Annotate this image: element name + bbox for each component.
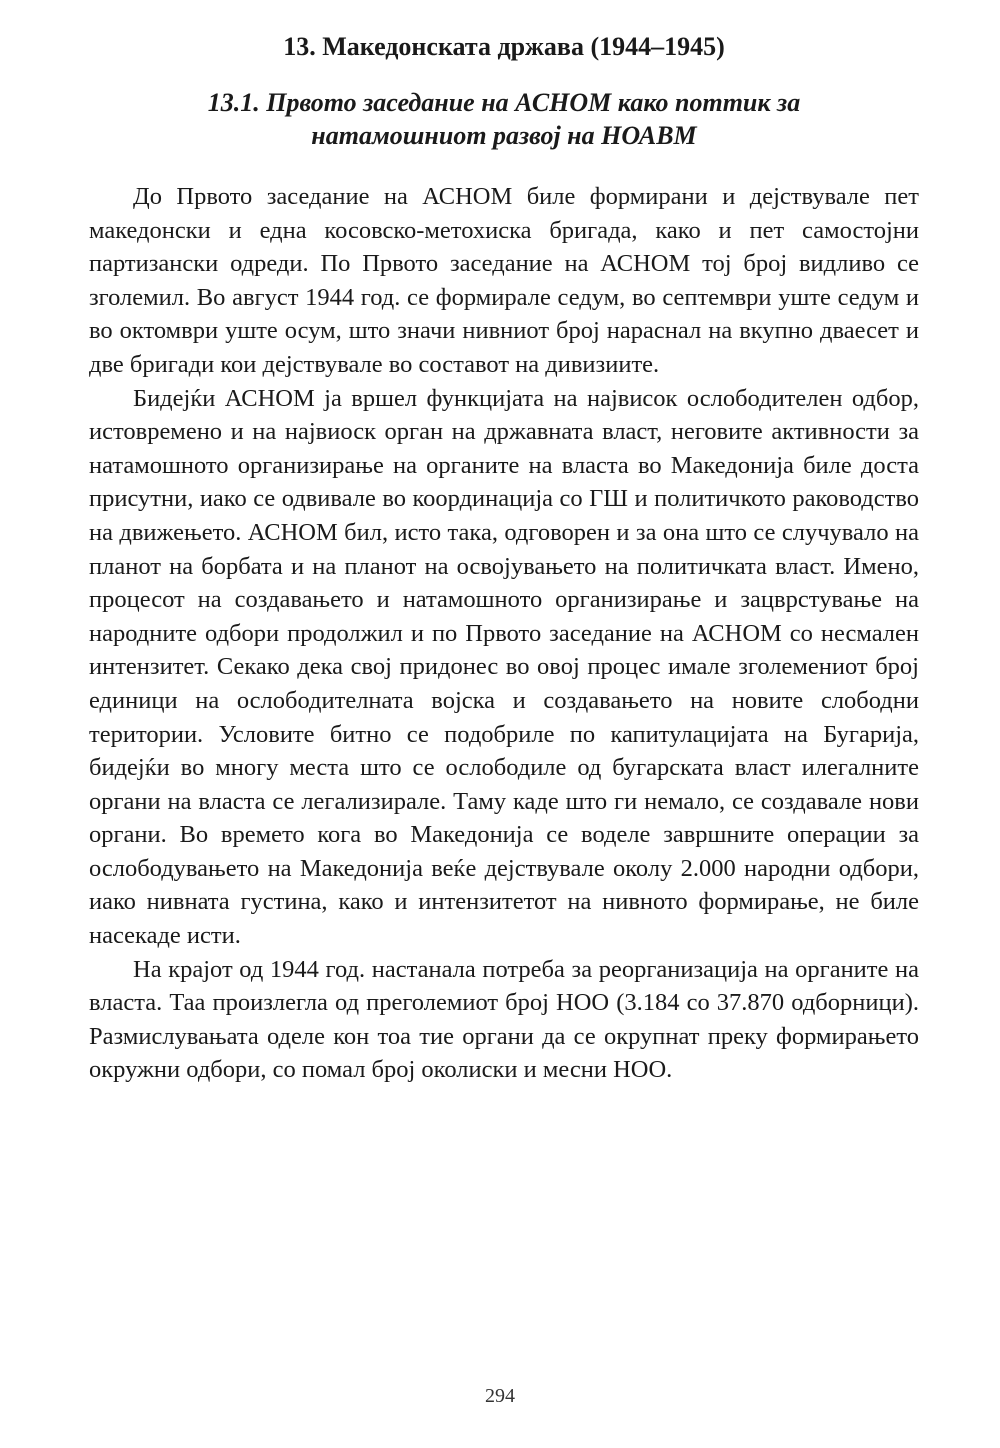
section-title [89, 86, 919, 152]
page-content [89, 30, 919, 1087]
paragraph-2: Бидејќи АСНОМ ја вршел функцијата на највисок ослободителен одбор, истовремено и на највиоск орган на државната власт, неговите активности за натамошното организирање на органите на власта во Македонија биле доста присутни, иако се одвивале во координација со ГШ и политичкото раководство на движењето. АСНОМ бил, исто така, одговорен и за она што се случувало на планот на борбата и на планот на освојувањето на политичката власт. Имено, процесот на создавањето и натамошното организирање и зацврстување на народните одбори продолжил и по Првото заседание на АСНОМ со несмален интензитет. Секако дека свој придонес во овој процес имале зголемениот број единици на ослободителната војска и создавањето на новите слободни територии. Условите битно се подобриле по капитулацијата на Бугарија, бидејќи во многу места што се ослободиле од бугарската власт илегалните органи на власта се легализирале. Таму каде што ги немало, се создавале нови органи. Во времето кога во Македонија се воделе завршните операции за ослободувањето на Македонија веќе дејствувале околу 2.000 народни одбори, иако нивната густина, како и интензитетот на нивното формирање, не биле насекаде исти. [89, 384, 919, 950]
section-title-line-2: натамошниот развој на НОАВМ [311, 121, 697, 150]
paragraph-3: На крајот од 1944 год. настанала потреба за реорганизација на органите на власта. Таа произлегла од преголемиот број НОО (3.184 со 37.870 одборници). Размислувањата оделе кон тоа тие органи да се окрупнат преку формирањето окружни одбори, со помал број околиски и месни НОО. [89, 955, 919, 1084]
page-number: 294 [485, 1385, 515, 1407]
paragraph-1: До Првото заседание на АСНОМ биле формирани и дејствувале пет македонски и една косовско-метохиска бригада, како и пет самостојни партизански одреди. По Првото заседание на АСНОМ тој број видливо се зголемил. Во август 1944 год. се формирале седум, во септември уште седум и во октомври уште осум, што значи нивниот број нараснал на вкупно дваесет и две бригади кои дејствувале во составот на дивизиите. [89, 183, 919, 378]
section-title-line-1: 13.1. Првото заседание на АСНОМ како поттик за [207, 88, 801, 117]
chapter-title: 13. Македонската држава (1944–1945) [283, 32, 725, 61]
